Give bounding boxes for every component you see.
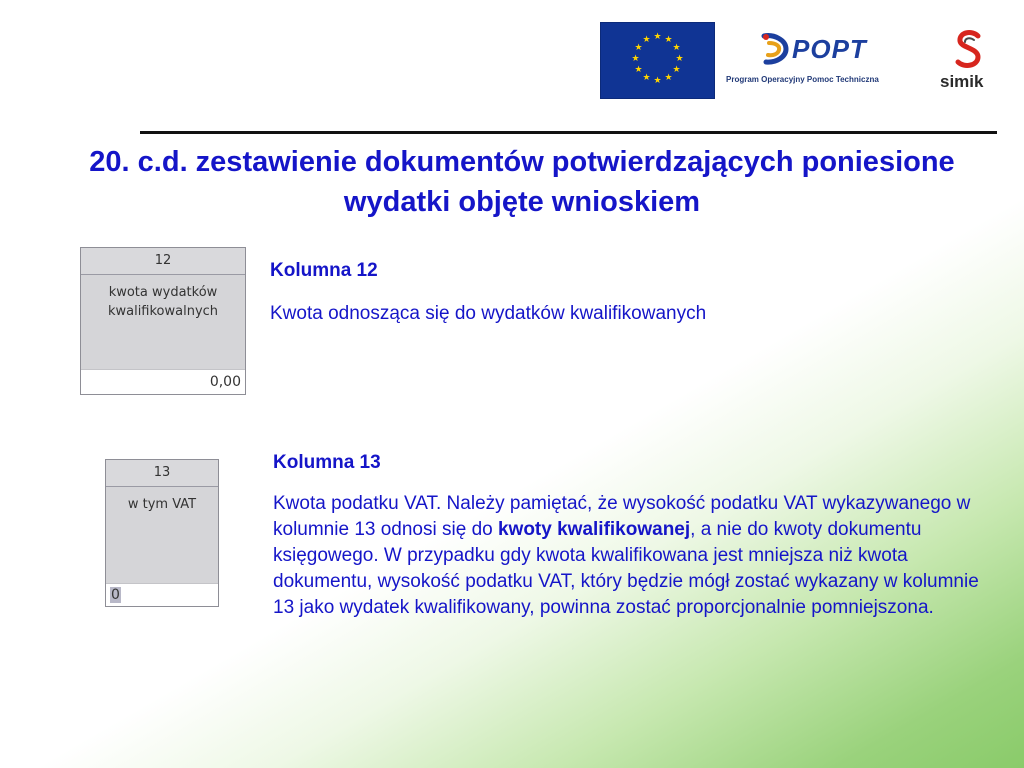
field-value-input[interactable] bbox=[106, 583, 218, 606]
column-12-heading: Kolumna 12 bbox=[270, 260, 378, 281]
title-divider bbox=[140, 131, 997, 134]
simik-s-icon bbox=[954, 30, 984, 70]
field-column-number: 13 bbox=[106, 460, 218, 487]
eu-stars bbox=[601, 23, 714, 98]
svg-text:★: ★ bbox=[675, 54, 684, 64]
slide-title: 20. c.d. zestawienie dokumentów potwierdzających poniesione wydatki objęte wnioskiem bbox=[89, 146, 955, 218]
field-column-label: kwota wydatków kwalifikowalnych bbox=[107, 285, 219, 319]
popt-subtitle: Program Operacyjny Pomoc Techniczna bbox=[726, 75, 879, 84]
column-13-heading: Kolumna 13 bbox=[273, 452, 381, 473]
description-text-after: , a nie do kwoty dokumentu księgowego. W przypadku gdy kwota kwalifikowana jest mniejsza niż kwota dokumentu, wysokość podatku VAT, który będzie mógł zostać wykazany w kolumnie 13 jako wydatek kwalifikowany, powinna zostać proporcjonalnie pomniejszona. bbox=[273, 519, 979, 618]
svg-text:★: ★ bbox=[672, 65, 681, 75]
svg-text:★: ★ bbox=[653, 32, 662, 42]
popt-logo bbox=[724, 26, 914, 90]
column-13-description-block bbox=[273, 451, 993, 621]
eu-flag-icon bbox=[600, 22, 715, 99]
description-emphasis: kwoty kwalifikowanej bbox=[497, 519, 691, 540]
simik-wordmark: simik bbox=[940, 72, 984, 91]
svg-text:★: ★ bbox=[634, 43, 643, 53]
field-value-text: 0 bbox=[111, 587, 120, 603]
svg-text:★: ★ bbox=[672, 43, 681, 53]
simik-logo bbox=[934, 30, 1004, 96]
column-12-description-block bbox=[270, 259, 970, 327]
field-column-number: 12 bbox=[81, 248, 245, 275]
popt-wordmark: POPT bbox=[792, 34, 867, 64]
svg-text:★: ★ bbox=[664, 73, 673, 83]
field-column-label: w tym VAT bbox=[127, 497, 197, 512]
svg-text:★: ★ bbox=[642, 35, 651, 45]
column-13-description bbox=[273, 491, 988, 621]
field-column-13 bbox=[105, 459, 219, 607]
svg-text:★: ★ bbox=[634, 65, 643, 75]
column-12-description: Kwota odnosząca się do wydatków kwalifikowanych bbox=[270, 303, 707, 324]
svg-text:★: ★ bbox=[631, 54, 640, 64]
field-column-12 bbox=[80, 247, 246, 395]
field-value-input[interactable]: 0,00 bbox=[81, 369, 245, 394]
svg-text:★: ★ bbox=[653, 76, 662, 86]
svg-text:★: ★ bbox=[664, 35, 673, 45]
description-text-before: Kwota podatku VAT. Należy pamiętać, że wysokość podatku VAT wykazywanego w kolumnie 13 odnosi się do bbox=[273, 493, 971, 540]
popt-swoosh-icon bbox=[760, 32, 792, 66]
svg-text:★: ★ bbox=[642, 73, 651, 83]
header-logos bbox=[600, 20, 1010, 100]
